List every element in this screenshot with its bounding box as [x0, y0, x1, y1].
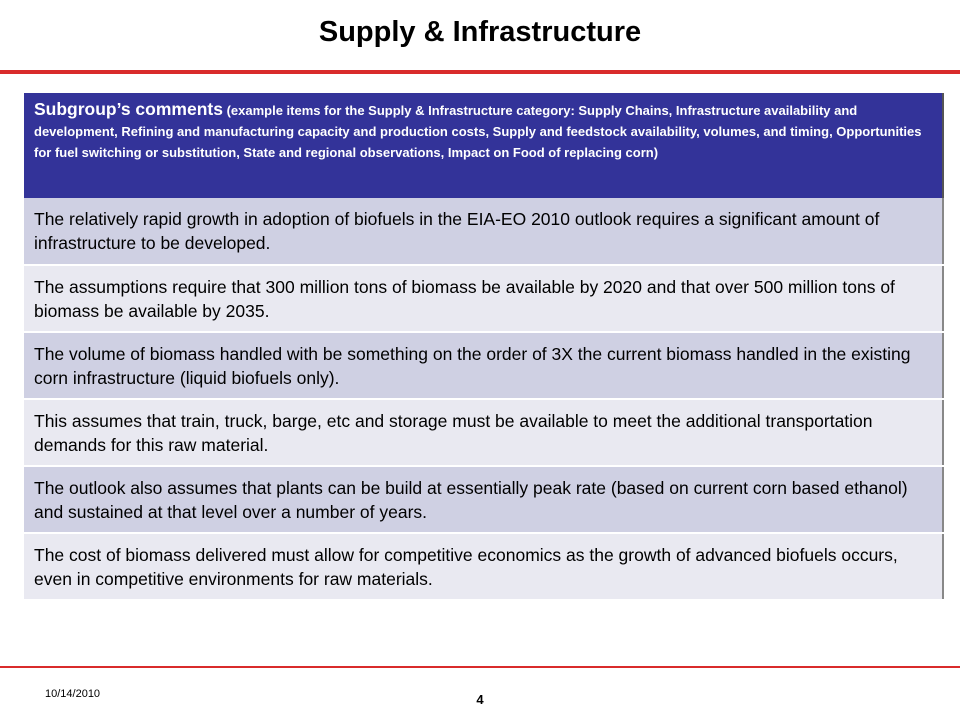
comments-table	[24, 93, 944, 601]
table-row	[24, 332, 943, 399]
table-header-row	[24, 93, 943, 198]
table-row	[24, 466, 943, 533]
table-row	[24, 533, 943, 600]
bottom-divider	[0, 666, 960, 668]
page-number: 4	[476, 692, 484, 707]
table-header-cell	[24, 93, 943, 198]
table-cell: The outlook also assumes that plants can be build at essentially peak rate (based on current corn based ethanol) and sustained at that level over a number of years.	[24, 466, 943, 533]
table-cell: This assumes that train, truck, barge, etc and storage must be available to meet the additional transportation demands for this raw material.	[24, 399, 943, 466]
table-cell: The relatively rapid growth in adoption of biofuels in the EIA-EO 2010 outlook requires a significant amount of infrastructure to be developed.	[24, 198, 943, 265]
table-row	[24, 198, 943, 265]
table-cell: The assumptions require that 300 million tons of biomass be available by 2020 and that over 500 million tons of biomass be available by 2035.	[24, 265, 943, 332]
table-row	[24, 265, 943, 332]
header-detail: (example items for the Supply & Infrastructure category: Supply Chains, Infrastructure availability and development, Refining and manufacturing capacity and production costs, Supply and feedstock availability, volumes, and timing, Opportunities for fuel switching or substitution, State and regional observations, Impact on Food of replacing corn)	[34, 103, 922, 160]
table-cell: The volume of biomass handled with be something on the order of 3X the current biomass handled in the existing corn infrastructure (liquid biofuels only).	[24, 332, 943, 399]
top-divider	[0, 70, 960, 74]
table-row	[24, 399, 943, 466]
slide-title: Supply & Infrastructure	[318, 16, 642, 48]
header-title: Subgroup’s comments	[34, 99, 223, 119]
table-cell: The cost of biomass delivered must allow for competitive economics as the growth of advanced biofuels occurs, even in competitive environments for raw materials.	[24, 533, 943, 600]
footer-date: 10/14/2010	[45, 688, 101, 700]
